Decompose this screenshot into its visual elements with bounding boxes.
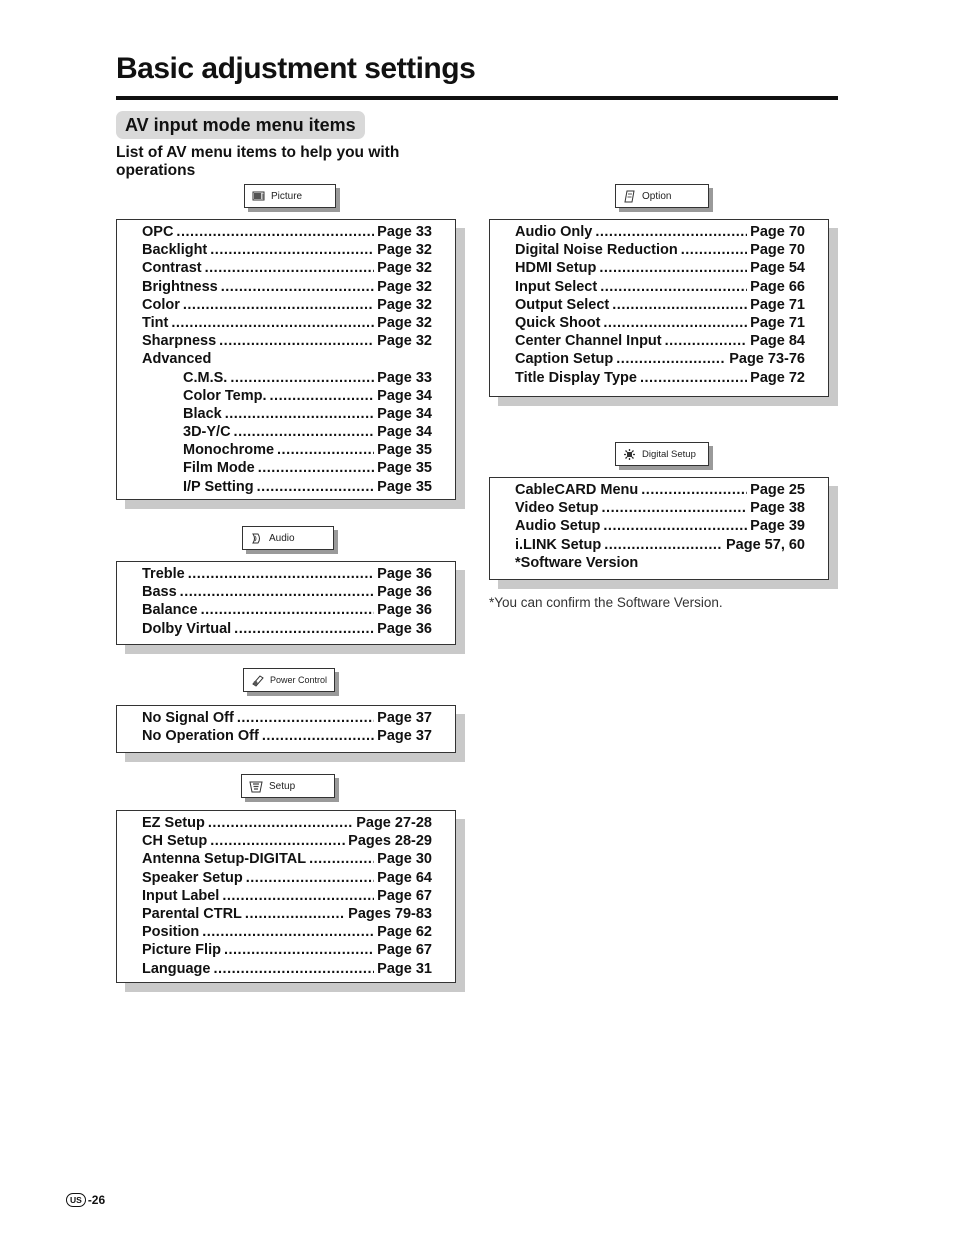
menu-item-page: Pages 79-83 [348,905,432,922]
menu-item-label: Input Label [142,887,220,904]
menu-item-label: HDMI Setup [515,260,597,277]
menu-item [142,888,432,906]
menu-item [142,370,432,388]
menu-item-page: Page 84 [750,333,805,350]
menu-item-label: No Operation Off [142,728,259,745]
menu-item-label: i.LINK Setup [515,536,602,553]
menu-item-label: Quick Shoot [515,314,601,331]
leader-dots [176,224,374,240]
leader-dots [234,424,375,440]
audio-menu-list [142,566,432,639]
menu-item-label: Advanced [142,351,212,368]
leader-dots [210,833,345,849]
leader-dots [222,888,374,904]
picture-menu-list [142,224,432,497]
menu-item-page: Page 31 [377,960,432,977]
menu-item-page: Page 32 [377,333,432,350]
menu-item-label: Speaker Setup [142,869,243,886]
power-control-tab [243,668,335,692]
menu-item-label: Treble [142,566,185,582]
audio-menu-box [116,561,456,645]
menu-item [142,851,432,869]
leader-dots [171,315,374,331]
menu-item [142,815,432,833]
leader-dots [213,961,374,977]
leader-dots [205,260,375,276]
menu-item-page: Page 70 [750,242,805,259]
menu-item-page: Page 32 [377,296,432,313]
menu-item-page: Page 32 [377,260,432,277]
menu-item-page: Page 33 [377,369,432,386]
leader-dots [210,242,374,258]
menu-item-label: Contrast [142,260,202,277]
setup-tab-label: Setup [269,780,296,792]
menu-item-page: Page 70 [750,224,805,240]
leader-dots [188,566,374,582]
menu-item-label: CH Setup [142,833,208,850]
menu-item-page: Page 27-28 [356,815,432,831]
leader-dots [599,260,747,276]
power-control-menu-list [142,710,432,746]
menu-item-page: Page 73-76 [729,351,805,368]
leader-dots [277,442,374,458]
menu-item-label: Film Mode [183,460,255,477]
menu-item [515,224,805,242]
menu-item-page: Page 57, 60 [726,536,805,553]
power-control-menu-box [116,705,456,753]
menu-item [142,602,432,620]
menu-item [515,482,805,500]
leader-dots [219,333,374,349]
menu-item-page: Page 37 [377,728,432,745]
menu-item [142,424,432,442]
leader-dots [665,333,748,349]
menu-item [142,460,432,478]
menu-item [142,406,432,424]
menu-item-page: Page 36 [377,620,432,637]
menu-item-label: Backlight [142,242,208,259]
menu-item-label: C.M.S. [183,369,228,386]
menu-item [515,297,805,315]
menu-item-label: Monochrome [183,442,275,459]
page-title: Basic adjustment settings [116,52,476,85]
menu-item [142,924,432,942]
menu-item-label: OPC [142,224,174,240]
leader-dots [237,710,374,726]
picture-tab [244,184,336,208]
digital-setup-tab [615,442,709,466]
menu-item-label: Color Temp. [183,387,267,404]
menu-item [142,333,432,351]
menu-item-page: Page 67 [377,942,432,959]
menu-item [515,260,805,278]
option-menu-list [515,224,805,388]
menu-item-label: Bass [142,584,177,601]
menu-item [142,870,432,888]
menu-item-page: Page 30 [377,851,432,868]
power-control-tab-label: Power Control [270,675,328,685]
leader-dots [208,815,353,831]
audio-tab [242,526,334,550]
menu-item-label: Balance [142,602,198,619]
menu-item-label: *Software Version [515,554,639,571]
option-tab-label: Option [642,190,672,202]
menu-item [142,242,432,260]
leader-dots [595,224,747,240]
menu-item [515,315,805,333]
title-rule [116,96,838,100]
menu-item-label: Tint [142,314,169,331]
menu-item [142,315,432,333]
menu-item [515,537,805,555]
menu-item-label: No Signal Off [142,710,234,726]
leader-dots [602,500,748,516]
menu-item [142,906,432,924]
menu-item-page: Page 62 [377,924,432,941]
page-number-text: -26 [87,1193,106,1207]
menu-item [515,518,805,536]
leader-dots [681,242,747,258]
menu-item [142,961,432,979]
page-number [66,1193,105,1207]
leader-dots [603,315,747,331]
picture-tab-label: Picture [271,190,303,202]
leader-dots [612,297,747,313]
menu-item-page: Page 32 [377,314,432,331]
menu-item-page: Page 39 [750,518,805,535]
menu-item [515,555,805,573]
menu-item-label: Language [142,960,211,977]
menu-item [142,710,432,728]
menu-item-page: Page 35 [377,478,432,495]
menu-item-page: Page 67 [377,887,432,904]
menu-item-page: Page 32 [377,278,432,295]
menu-item [142,584,432,602]
menu-item [515,351,805,369]
option-tab [615,184,709,208]
menu-item [515,370,805,388]
menu-item-label: Brightness [142,278,218,295]
menu-item [142,566,432,584]
menu-item [142,942,432,960]
menu-item-page: Page 25 [750,482,805,498]
leader-dots [224,942,374,958]
menu-item-label: Input Select [515,278,598,295]
menu-item-page: Page 34 [377,405,432,422]
power-control-icon [251,674,264,687]
leader-dots [183,297,374,313]
menu-item-label: Antenna Setup-DIGITAL [142,851,307,868]
menu-item [515,242,805,260]
menu-item-label: EZ Setup [142,815,205,831]
menu-item-page: Page 54 [750,260,805,277]
setup-tab [241,774,335,798]
digital-setup-menu-box [489,477,829,580]
setup-icon [249,780,263,793]
menu-item-page: Page 72 [750,369,805,386]
menu-item-label: Title Display Type [515,369,637,386]
menu-item-page: Page 32 [377,242,432,259]
menu-item-page: Page 33 [377,224,432,240]
menu-item-label: I/P Setting [183,478,254,495]
menu-item [515,279,805,297]
menu-item-page: Page 36 [377,566,432,582]
audio-tab-label: Audio [269,532,295,544]
menu-item [515,500,805,518]
menu-item-page: Page 71 [750,296,805,313]
menu-item-page: Page 35 [377,460,432,477]
option-icon [623,190,636,203]
leader-dots [202,924,374,940]
menu-item-label: Center Channel Input [515,333,662,350]
leader-dots [270,388,375,404]
option-menu-box [489,219,829,397]
menu-item-page: Page 34 [377,387,432,404]
menu-item [142,728,432,746]
footnote: *You can confirm the Software Version. [489,595,723,610]
menu-item-page: Page 64 [377,869,432,886]
menu-item-page: Page 36 [377,584,432,601]
leader-dots [230,370,374,386]
digital-setup-icon [623,448,636,461]
leader-dots [258,460,374,476]
menu-item [142,351,432,369]
menu-item-label: Video Setup [515,500,599,517]
leader-dots [221,279,374,295]
picture-menu-box [116,219,456,500]
menu-item-page: Page 34 [377,424,432,441]
menu-item-label: Color [142,296,180,313]
menu-item [142,297,432,315]
menu-item [515,333,805,351]
menu-item [142,442,432,460]
menu-item [142,479,432,497]
menu-item-page: Pages 28-29 [348,833,432,850]
leader-dots [180,584,375,600]
leader-dots [245,906,345,922]
menu-item-label: Digital Noise Reduction [515,242,678,259]
menu-item [142,388,432,406]
menu-item [142,224,432,242]
subtitle: List of AV menu items to help you with operations [116,144,400,179]
leader-dots [604,537,723,553]
leader-dots [309,851,374,867]
menu-item-label: Parental CTRL [142,905,242,922]
menu-item-label: Dolby Virtual [142,620,232,637]
menu-item-label: Sharpness [142,333,217,350]
menu-item-page: Page 66 [750,278,805,295]
menu-item-page: Page 37 [377,710,432,726]
leader-dots [640,370,747,386]
menu-item-label: CableCARD Menu [515,482,639,498]
digital-setup-menu-list [515,482,805,573]
menu-item [142,279,432,297]
leader-dots [201,602,375,618]
leader-dots [603,518,747,534]
leader-dots [262,728,374,744]
leader-dots [641,482,747,498]
section-title: AV input mode menu items [116,111,365,139]
menu-item-page: Page 38 [750,500,805,517]
menu-item-page: Page 35 [377,442,432,459]
menu-item-page: Page 36 [377,602,432,619]
setup-menu-list [142,815,432,979]
menu-item [142,621,432,639]
menu-item-label: Output Select [515,296,610,313]
leader-dots [600,279,747,295]
leader-dots [234,621,374,637]
setup-menu-box [116,810,456,983]
menu-item [142,260,432,278]
leader-dots [225,406,374,422]
leader-dots [246,870,374,886]
menu-item-label: 3D-Y/C [183,424,231,441]
picture-icon [252,190,265,202]
region-badge: US [66,1193,86,1207]
leader-dots [257,479,375,495]
menu-item-page: Page 71 [750,314,805,331]
menu-item-label: Caption Setup [515,351,614,368]
menu-item-label: Audio Only [515,224,593,240]
digital-setup-tab-label: Digital Setup [642,448,696,460]
menu-item-label: Position [142,924,200,941]
menu-item-label: Picture Flip [142,942,221,959]
menu-item-label: Black [183,405,222,422]
leader-dots [616,351,726,367]
menu-item [142,833,432,851]
menu-item-label: Audio Setup [515,518,601,535]
audio-icon [250,532,263,545]
